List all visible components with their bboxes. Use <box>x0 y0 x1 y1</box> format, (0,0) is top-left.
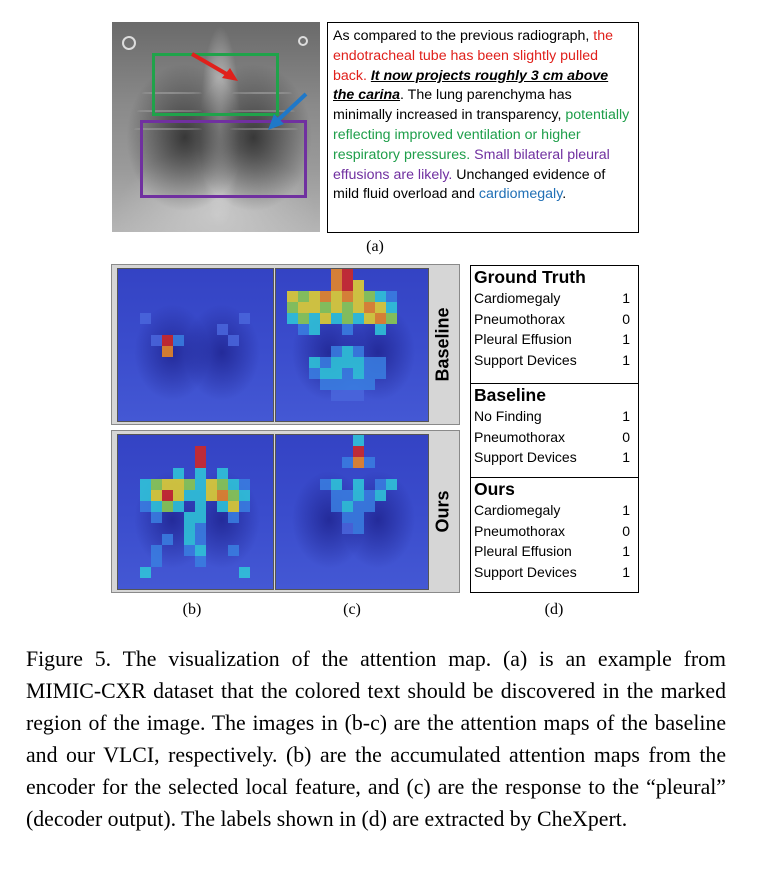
report-text <box>327 22 639 233</box>
attention-cell <box>342 379 353 390</box>
attention-cell <box>353 379 364 390</box>
attention-cell <box>217 490 228 501</box>
attention-cell <box>364 291 375 302</box>
label-a: (a) <box>366 238 384 255</box>
attention-cell <box>331 490 342 501</box>
figure-caption: Figure 5. The visualization of the attention map. (a) is an example from MIMIC-CXR dataset that the colored text should be discovered in the marked region of the image. The images in (b-c) are the attention maps of the baseline and our VLCI, respectively. (b) are the accumulated attention maps from the encoder for the selected local feature, and (c) are the response to the “pleural” (decoder output). The labels shown in (d) are extracted by CheXpert. <box>26 647 726 831</box>
attention-cell <box>140 567 151 578</box>
attention-cell <box>320 291 331 302</box>
label-name: Cardiomegaly <box>474 502 561 518</box>
report-segment: cardiomegaly <box>478 186 563 203</box>
attention-cell <box>309 324 320 335</box>
attention-cell <box>331 280 342 291</box>
blue-arrow-icon <box>262 90 312 135</box>
label-name: Pneumothorax <box>474 428 566 445</box>
attention-cell <box>298 324 309 335</box>
report-segment: Small bilateral pleural effusions are likely. <box>333 146 610 183</box>
attention-cell <box>162 346 173 357</box>
attention-cell <box>239 490 250 501</box>
attention-cell <box>195 490 206 501</box>
label-row <box>471 406 638 427</box>
label-d: (d) <box>544 601 564 618</box>
attention-cell <box>386 313 397 324</box>
label-value: 1 <box>622 543 630 559</box>
label-value: 0 <box>622 310 630 327</box>
attention-cell <box>364 501 375 512</box>
attention-cell <box>375 291 386 302</box>
attention-cell <box>386 302 397 313</box>
attention-cell <box>228 490 239 501</box>
attention-cell <box>287 302 298 313</box>
attention-cell <box>331 269 342 280</box>
attention-cell <box>353 390 364 401</box>
attention-cell <box>331 501 342 512</box>
attention-cell <box>353 512 364 523</box>
attention-cell <box>195 468 206 479</box>
attention-cell <box>353 501 364 512</box>
attention-cell <box>309 291 320 302</box>
attention-cell <box>195 446 206 457</box>
attention-cell <box>375 313 386 324</box>
attention-cell <box>184 534 195 545</box>
attention-cell <box>320 368 331 379</box>
attention-cell <box>184 512 195 523</box>
attention-cell <box>342 390 353 401</box>
attention-cell <box>353 523 364 534</box>
attention-cell <box>342 324 353 335</box>
attention-cell <box>228 501 239 512</box>
attention-cell <box>375 479 386 490</box>
labels-section <box>471 266 638 370</box>
label-name: Pleural Effusion <box>474 543 572 559</box>
attention-cell <box>320 302 331 313</box>
attention-cell <box>151 512 162 523</box>
attention-cell <box>239 567 250 578</box>
labels-section <box>471 383 638 468</box>
label-value: 1 <box>622 502 630 518</box>
attention-cell <box>331 291 342 302</box>
report-segment: the endotracheal tube has been slightly pulled back. <box>333 28 613 84</box>
attention-cell <box>375 368 386 379</box>
attention-cell <box>228 545 239 556</box>
attention-cell <box>206 479 217 490</box>
report-segment: . The lung parenchyma has minimally increased in transparency, <box>333 87 572 124</box>
attention-cell <box>140 313 151 324</box>
label-value: 0 <box>622 428 630 445</box>
attention-cell <box>140 490 151 501</box>
label-row <box>471 427 638 448</box>
attention-cell <box>375 490 386 501</box>
attention-cell <box>320 379 331 390</box>
attention-cell <box>364 302 375 313</box>
label-name: Pleural Effusion <box>474 331 572 347</box>
attention-cell <box>353 302 364 313</box>
label-name: Pneumothorax <box>474 310 566 327</box>
attention-cell <box>298 291 309 302</box>
attention-cell <box>364 490 375 501</box>
attention-cell <box>342 457 353 468</box>
attention-cell <box>342 490 353 501</box>
label-name: Support Devices <box>474 449 577 465</box>
attention-cell <box>375 357 386 368</box>
row-label-baseline: Baseline <box>432 307 453 382</box>
attention-cell <box>353 368 364 379</box>
attention-cell <box>195 545 206 556</box>
attention-cell <box>364 457 375 468</box>
attention-cell <box>162 501 173 512</box>
attention-cell <box>195 501 206 512</box>
attention-cell <box>195 457 206 468</box>
attention-cell <box>353 313 364 324</box>
attention-cell <box>195 523 206 534</box>
attention-cell <box>239 479 250 490</box>
attention-cell <box>353 490 364 501</box>
attention-cell <box>309 302 320 313</box>
labels-section-title: Ground Truth <box>474 267 586 287</box>
label-row <box>471 521 638 542</box>
attention-cell <box>173 490 184 501</box>
attention-cell <box>342 280 353 291</box>
label-name: Support Devices <box>474 563 577 580</box>
attention-cell <box>342 357 353 368</box>
attention-cell <box>364 313 375 324</box>
label-name: Cardiomegaly <box>474 290 561 306</box>
report-segment: As compared to the previous radiograph, <box>333 28 594 44</box>
attention-cell <box>353 435 364 446</box>
label-value: 1 <box>622 331 630 347</box>
attention-cell <box>375 324 386 335</box>
attention-cell <box>195 512 206 523</box>
attention-cell <box>353 457 364 468</box>
attention-cell <box>173 501 184 512</box>
attention-cell <box>331 313 342 324</box>
attention-cell <box>331 368 342 379</box>
attention-cell <box>353 346 364 357</box>
labels-section-title: Baseline <box>474 385 546 405</box>
attention-cell <box>151 335 162 346</box>
attention-cell <box>331 346 342 357</box>
attention-cell <box>287 313 298 324</box>
attention-cell <box>342 302 353 313</box>
label-row <box>471 350 638 371</box>
attention-cell <box>342 291 353 302</box>
row-label-ours: Ours <box>432 490 453 533</box>
label-name: No Finding <box>474 408 542 424</box>
attention-cell <box>386 479 397 490</box>
label-row <box>471 309 638 330</box>
attention-cell <box>364 368 375 379</box>
attention-cell <box>298 313 309 324</box>
attention-cell <box>173 479 184 490</box>
attention-cell <box>140 479 151 490</box>
label-row <box>471 562 638 583</box>
attention-cell <box>320 479 331 490</box>
attention-cell <box>331 357 342 368</box>
baseline-attention-group <box>111 264 460 425</box>
attention-cell <box>217 468 228 479</box>
label-b: (b) <box>182 601 202 618</box>
attention-cell <box>173 335 184 346</box>
label-row <box>471 541 638 562</box>
label-name: Pneumothorax <box>474 522 566 539</box>
attention-cell <box>184 490 195 501</box>
attention-cell <box>217 479 228 490</box>
attention-cell <box>162 335 173 346</box>
attention-cell <box>151 479 162 490</box>
labels-section <box>471 477 638 582</box>
ours-attention-group <box>111 430 460 593</box>
attention-cell <box>331 390 342 401</box>
attention-cell <box>375 302 386 313</box>
attention-cell <box>228 335 239 346</box>
attention-cell <box>184 479 195 490</box>
attention-cell <box>342 501 353 512</box>
attention-cell <box>162 490 173 501</box>
label-value: 1 <box>622 408 630 424</box>
label-name: Support Devices <box>474 351 577 368</box>
attention-cell <box>342 269 353 280</box>
attention-cell <box>206 490 217 501</box>
attention-cell <box>353 446 364 457</box>
attention-cell <box>239 313 250 324</box>
label-row <box>471 288 638 309</box>
attention-cell <box>162 479 173 490</box>
attention-cell <box>228 512 239 523</box>
attention-cell <box>309 357 320 368</box>
attention-cell <box>342 346 353 357</box>
label-value: 1 <box>622 351 630 368</box>
report-segment: Unchanged evidence of mild fluid overload and <box>333 166 606 203</box>
attention-cell <box>162 534 173 545</box>
attention-cell <box>217 501 228 512</box>
attention-cell <box>331 379 342 390</box>
attention-cell <box>173 468 184 479</box>
attention-cell <box>353 357 364 368</box>
attention-cell <box>184 545 195 556</box>
attention-cell <box>342 512 353 523</box>
report-segment: . <box>562 186 567 203</box>
attention-cell <box>353 280 364 291</box>
baseline-map-b <box>117 268 274 422</box>
attention-cell <box>342 523 353 534</box>
ours-map-b <box>117 434 274 590</box>
attention-cell <box>140 501 151 512</box>
attention-cell <box>151 490 162 501</box>
report-segment: It now projects roughly 3 cm above the carina <box>333 67 609 104</box>
attention-cell <box>320 313 331 324</box>
label-value: 1 <box>622 563 630 580</box>
label-value: 0 <box>622 522 630 539</box>
labels-section-title: Ours <box>474 479 515 499</box>
attention-cell <box>309 313 320 324</box>
attention-cell <box>151 545 162 556</box>
attention-cell <box>298 302 309 313</box>
attention-cell <box>386 291 397 302</box>
attention-cell <box>364 379 375 390</box>
label-value: 1 <box>622 290 630 306</box>
baseline-map-c <box>275 268 429 422</box>
label-value: 1 <box>622 449 630 465</box>
attention-cell <box>331 302 342 313</box>
attention-cell <box>217 324 228 335</box>
attention-cell <box>195 479 206 490</box>
attention-cell <box>364 357 375 368</box>
report-segment: potentially reflecting improved ventilation or higher respiratory pressures. <box>333 107 630 163</box>
attention-cell <box>342 313 353 324</box>
attention-cell <box>320 357 331 368</box>
attention-cell <box>195 556 206 567</box>
attention-cell <box>353 479 364 490</box>
attention-cell <box>151 501 162 512</box>
attention-cell <box>184 523 195 534</box>
attention-cell <box>228 479 239 490</box>
ours-map-c <box>275 434 429 590</box>
label-row <box>471 447 638 468</box>
chexpert-labels-table <box>470 265 639 593</box>
label-row <box>471 500 638 521</box>
red-arrow-icon <box>186 48 246 88</box>
attention-cell <box>342 368 353 379</box>
attention-cell <box>239 501 250 512</box>
label-c: (c) <box>343 601 361 618</box>
attention-cell <box>309 368 320 379</box>
label-row <box>471 329 638 350</box>
attention-cell <box>151 556 162 567</box>
attention-cell <box>195 534 206 545</box>
attention-cell <box>353 291 364 302</box>
attention-cell <box>287 291 298 302</box>
attention-cell <box>331 479 342 490</box>
